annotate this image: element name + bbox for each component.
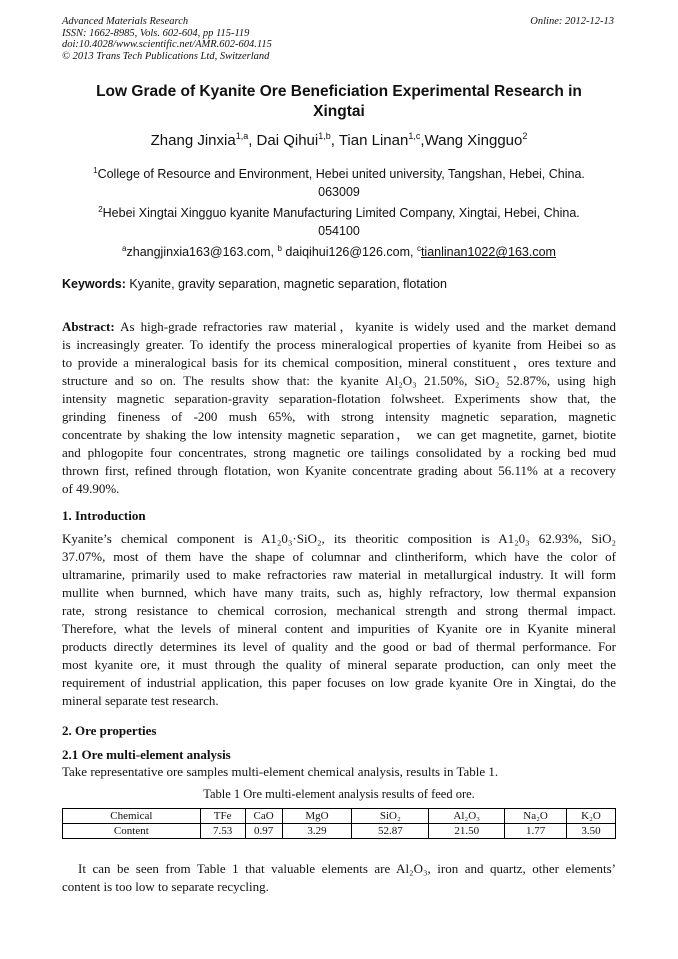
author-sup: 1,a bbox=[235, 131, 249, 141]
affiliation-text: Hebei Xingtai Xingguo kyanite Manufacturing Limited Company, Xingtai, Hebei, China. bbox=[102, 206, 580, 221]
table-header-cell: TFe bbox=[200, 809, 245, 824]
introduction-body bbox=[62, 530, 616, 710]
table-cell: 7.53 bbox=[200, 824, 245, 839]
keywords-label: Keywords: bbox=[62, 277, 126, 291]
intro-line: mullite when burnned, which have many traits, such as, highly refractory, low thermal expansion bbox=[62, 585, 616, 600]
abstract bbox=[62, 318, 616, 498]
table-cell: 52.87 bbox=[352, 824, 429, 839]
subsection-heading: 2.1 Ore multi-element analysis bbox=[62, 747, 231, 762]
journal-header bbox=[62, 16, 272, 62]
intro-line: requirement of industrial application, this paper focuses on low grade kyanite Ore in Xingtai, do the bbox=[62, 675, 616, 690]
table-header-row bbox=[63, 809, 616, 824]
abstract-line: structure and so on. The results show that: the kyanite Al₂O₃ 21.50%, SiO₂ 52.87%, using high bbox=[62, 373, 616, 388]
paragraph-line: It can be seen from Table 1 that valuable elements are Al₂O₃, iron and quartz, other elements’ bbox=[78, 861, 616, 876]
paper-title bbox=[62, 82, 616, 122]
abstract-text: As high-grade refractories raw material，kyanite is widely used and the market demand bbox=[114, 319, 616, 334]
author-name: ,Wang Xingguo bbox=[420, 132, 523, 149]
table-header-cell: K₂O bbox=[567, 809, 616, 824]
table-cell: 3.29 bbox=[282, 824, 352, 839]
table-cell: 21.50 bbox=[429, 824, 505, 839]
table-1 bbox=[62, 808, 616, 839]
copyright-line: © 2013 Trans Tech Publications Ltd, Switzerland bbox=[62, 50, 270, 62]
abstract-line bbox=[62, 318, 616, 336]
abstract-line: is increasingly greater. To identify the process mineralogical properties of kyanite from Heibei so as bbox=[62, 337, 616, 352]
journal-name: Advanced Materials Research bbox=[62, 16, 189, 27]
table-header-cell: MgO bbox=[282, 809, 352, 824]
abstract-line: intensity magnetic separation-gravity separation-flotation folwsheet. Experiments show that, the bbox=[62, 391, 616, 406]
affiliation-1 bbox=[62, 162, 616, 183]
table-header-cell: CaO bbox=[245, 809, 282, 824]
keywords-text: Kyanite, gravity separation, magnetic separation, flotation bbox=[125, 277, 447, 291]
author-sup: 1,c bbox=[408, 131, 421, 141]
author-sup: 1,b bbox=[318, 131, 331, 141]
table-cell: 0.97 bbox=[245, 824, 282, 839]
subsection-text: Take representative ore samples multi-element chemical analysis, results in Table 1. bbox=[62, 764, 499, 779]
abstract-line: of 49.90%. bbox=[62, 481, 120, 496]
title-line-1: Low Grade of Kyanite Ore Beneficiation Experimental Research in bbox=[96, 83, 582, 100]
abstract-line: to provide a mineralogical basis for its chemical composition, mineral constituent，ores texture and bbox=[62, 355, 616, 370]
intro-line: rate, strong resistance to chemical corrosion, mechanical strength and strong thermal impact. bbox=[62, 603, 616, 618]
intro-line: most kyanite ore, it must through the quality of mineral separate production, can only meet the bbox=[62, 657, 616, 672]
issn-line: ISSN: 1662-8985, Vols. 602-604, pp 115-119 bbox=[62, 27, 250, 39]
email-sup: a bbox=[122, 244, 127, 254]
abstract-line: and phlogopite four concentrates, strong magnetic ore tailings consolidated by a rocking bed mud bbox=[62, 445, 616, 460]
table-cell: Content bbox=[63, 824, 201, 839]
table-discussion bbox=[62, 860, 616, 896]
table-header-cell: Al₂O₃ bbox=[429, 809, 505, 824]
paragraph-line: content is too low to separate recycling. bbox=[62, 879, 269, 894]
table-header-cell: Na₂O bbox=[505, 809, 567, 824]
table-caption: Table 1 Ore multi-element analysis results of feed ore. bbox=[203, 787, 475, 801]
email-sup: c bbox=[416, 244, 421, 254]
intro-line: Kyanite’s chemical component is A1₂0₃·SiO₂, its theoritic composition is A1₂0₃ 62.93%, SiO₂ bbox=[62, 531, 616, 546]
affiliation-1-zip: 063009 bbox=[318, 185, 360, 200]
online-date: Online: 2012-12-13 bbox=[530, 16, 614, 27]
author-name: , Dai Qihui bbox=[248, 132, 319, 149]
authors bbox=[62, 131, 616, 149]
intro-line: ultramarine, primarily used to make refractories raw material in metallurgical industry. It will form bbox=[62, 567, 616, 582]
author-sup: 2 bbox=[522, 131, 528, 141]
author-name: , Tian Linan bbox=[330, 132, 409, 149]
affiliations bbox=[62, 162, 616, 261]
affiliation-sup: 1 bbox=[93, 166, 98, 175]
table-row bbox=[63, 824, 616, 839]
abstract-line: thrown first, refined through flotation, won Kyanite concentrate grading about 56.11% at a recovery bbox=[62, 463, 616, 478]
affiliation-2-zip: 054100 bbox=[318, 224, 360, 239]
intro-line: products directly determines its level of quality and the good or bad of thermal performance. For bbox=[62, 639, 616, 654]
table-cell: 1.77 bbox=[505, 824, 567, 839]
email-c-link[interactable]: tianlinan1022@163.com bbox=[420, 245, 556, 260]
title-line-2: Xingtai bbox=[313, 103, 365, 120]
section-heading-introduction: 1. Introduction bbox=[62, 508, 146, 523]
affiliation-2 bbox=[62, 201, 616, 222]
abstract-line: grinding fineness of -200 mush 65%, with strong intensity magnetic separation, magnetic bbox=[62, 409, 616, 424]
table-cell: 3.50 bbox=[567, 824, 616, 839]
abstract-label: Abstract: bbox=[62, 319, 115, 334]
intro-line: mineral separate test research. bbox=[62, 693, 219, 708]
section-heading-ore-properties: 2. Ore properties bbox=[62, 723, 157, 738]
affiliation-sup: 2 bbox=[98, 205, 103, 215]
affiliation-text: College of Resource and Environment, Hebei united university, Tangshan, Hebei, China. bbox=[97, 167, 585, 182]
intro-line: 37.07%, most of them have the shape of columnar and clintheriform, which have the color of bbox=[62, 549, 616, 564]
emails bbox=[62, 240, 616, 261]
intro-line: Therefore, what the levels of mineral content and impurities of Kyanite ore in Kyanite mineral bbox=[62, 621, 616, 636]
author-name: Zhang Jinxia bbox=[150, 132, 236, 149]
table-header-cell: SiO₂ bbox=[352, 809, 429, 824]
email-a: zhangjinxia163@163.com, bbox=[126, 245, 278, 260]
doi-line: doi:10.4028/www.scientific.net/AMR.602-604.115 bbox=[62, 39, 272, 50]
abstract-line: concentrate by shaking the low intensity magnetic separation， we can get magnetite, garnet, biotite bbox=[62, 427, 616, 442]
table-header-cell: Chemical bbox=[63, 809, 201, 824]
keywords bbox=[62, 277, 447, 291]
email-b: daiqihui126@126.com, bbox=[281, 245, 417, 260]
email-sup: b bbox=[277, 244, 282, 254]
